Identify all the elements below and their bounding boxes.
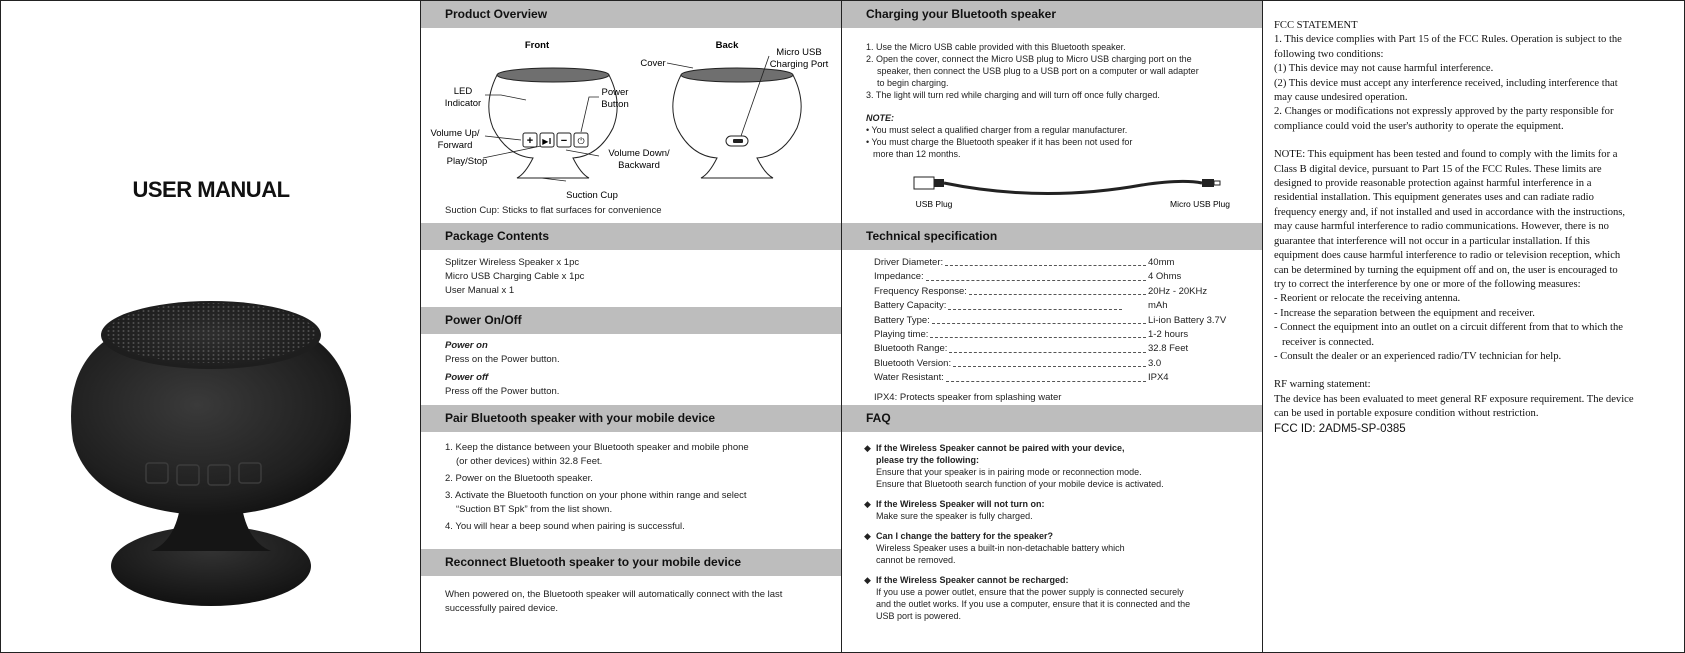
spec-value: 20Hz - 20KHz — [1148, 285, 1208, 297]
faq-answer: If you use a power outlet, ensure that the power supply is connected securely — [876, 587, 1184, 597]
spec-value: 32.8 Feet — [1148, 343, 1189, 355]
fcc-note-line: - Consult the dealer or an experienced radio/TV technician for help. — [1274, 350, 1562, 362]
fcc-note-line: try to correct the interference by one or more of the following measures: — [1274, 278, 1581, 290]
reconnect-line: When powered on, the Bluetooth speaker will automatically connect with the last — [445, 589, 783, 600]
playstop-callout: Play/Stop — [446, 156, 488, 167]
spec-row — [874, 256, 1230, 270]
spec-leader — [949, 342, 1146, 352]
panel-overview — [421, 1, 842, 652]
pair-step: 4. You will hear a beep sound when pairing is successful. — [445, 521, 685, 532]
power-callout-1: Power — [601, 87, 629, 98]
power-text — [445, 339, 560, 399]
spec-row — [874, 270, 1230, 284]
spec-value: 40mm — [1148, 257, 1175, 268]
spec-leader — [946, 371, 1146, 381]
fcc-note-line: equipment does cause harmful interference to radio or television reception, which — [1274, 250, 1621, 262]
faq-answer: Wireless Speaker uses a built-in non-detachable battery which — [876, 543, 1125, 553]
faq-heading: FAQ — [842, 405, 1263, 432]
fcc-line: 1. This device complies with Part 15 of the FCC Rules. Operation is subject to the — [1274, 34, 1622, 46]
charging-step: 3. The light will turn red while charging and will turn off once fully charged. — [866, 90, 1160, 100]
fcc-line: may cause undesired operation. — [1274, 92, 1408, 104]
spec-leader — [932, 314, 1146, 324]
package-list — [445, 256, 584, 298]
fcc-line: (2) This device must accept any interference received, including interference that — [1274, 77, 1618, 89]
pair-step: 2. Power on the Bluetooth speaker. — [445, 473, 593, 484]
fcc-line: compliance could void the user's authority to operate the equipment. — [1274, 120, 1564, 132]
spec-list — [874, 256, 1230, 386]
spec-row — [874, 285, 1230, 299]
spec-value: IPX4 — [1148, 372, 1169, 384]
package-item: Splitzer Wireless Speaker x 1pc — [445, 257, 580, 268]
fcc-note-line: NOTE: This equipment has been tested and found to comply with the limits for a — [1274, 149, 1618, 161]
charging-steps — [866, 41, 1199, 101]
power-on-text: Press on the Power button. — [445, 354, 560, 365]
fcc-note-line: can be determined by turning the equipment off and on, the user is encouraged to — [1274, 264, 1618, 276]
faq-list — [864, 442, 1254, 630]
fcc-id: FCC ID: 2ADM5-SP-0385 — [1274, 422, 1406, 435]
fcc-title: FCC STATEMENT — [1274, 20, 1358, 31]
diamond-bullet-icon: ◆ — [864, 499, 871, 509]
faq-question: please try the following: — [876, 455, 980, 465]
fcc-note-line: frequency energy and, if not installed and used in accordance with the instructions, — [1274, 206, 1626, 218]
pair-step-cont: “Suction BT Spk” from the list shown. — [456, 504, 613, 515]
faq-item — [864, 498, 1254, 522]
panel-charging — [842, 1, 1263, 652]
diamond-bullet-icon: ◆ — [864, 531, 871, 541]
reconnect-line: successfully paired device. — [445, 603, 558, 614]
svg-text:▶‖: ▶‖ — [542, 137, 552, 146]
volup-callout-1: Volume Up/ — [430, 128, 480, 139]
fcc-note-line: - Reorient or relocate the receiving antenna. — [1274, 293, 1461, 305]
fcc-note-line: - Increase the separation between the equipment and receiver. — [1274, 307, 1535, 319]
fcc-note-line: Class B digital device, pursuant to Part 15 of the FCC Rules. These limits are — [1274, 163, 1602, 175]
led-callout-2: Indicator — [444, 98, 482, 109]
fcc-line: following two conditions: — [1274, 48, 1384, 60]
svg-text:−: − — [560, 135, 568, 147]
svg-text:⏻: ⏻ — [577, 136, 585, 146]
reconnect-text — [445, 588, 782, 616]
charging-note — [866, 112, 1132, 160]
faq-item — [864, 574, 1254, 622]
spec-label: Impedance: — [874, 271, 924, 283]
spec-value: Li-ion Battery 3.7V — [1148, 314, 1227, 326]
faq-answer: USB port is powered. — [876, 611, 962, 621]
pair-step: 3. Activate the Bluetooth function on your phone within range and select — [445, 490, 747, 501]
spec-label: Bluetooth Range: — [874, 343, 948, 355]
power-on-title: Power on — [445, 340, 488, 351]
note-line: • You must select a qualified charger from a regular manufacturer. — [866, 125, 1128, 135]
charging-step: 2. Open the cover, connect the Micro USB plug to Micro USB charging port on the — [866, 54, 1192, 64]
note-line: • You must charge the Bluetooth speaker if it has been not used for — [866, 137, 1133, 147]
spec-label: Playing time: — [874, 329, 929, 341]
spec-leader — [953, 357, 1146, 367]
spec-row — [874, 328, 1230, 342]
spec-label: Water Resistant: — [874, 372, 944, 384]
cover-callout: Cover — [640, 58, 666, 69]
usb-plug-label: USB Plug — [915, 199, 953, 209]
fcc-line: 2. Changes or modifications not expressly approved by the party responsible for — [1274, 106, 1614, 118]
reconnect-heading: Reconnect Bluetooth speaker to your mobile device — [421, 549, 842, 576]
micro-usb-callout-1: Micro USB — [776, 47, 822, 58]
spec-label: Frequency Response: — [874, 285, 967, 297]
spec-leader — [930, 328, 1146, 338]
spec-leader — [945, 256, 1146, 266]
faq-answer: and the outlet works. If you use a computer, ensure that it is connected and the — [876, 599, 1191, 609]
faq-item — [864, 530, 1254, 566]
rf-line: can be used in portable exposure condition without restriction. — [1274, 408, 1539, 420]
spec-row — [874, 371, 1230, 385]
ipx-note: IPX4: Protects speaker from splashing water — [874, 392, 1062, 403]
fcc-note-line: may cause harmful interference to radio communications. However, there is no — [1274, 221, 1609, 233]
note-title: NOTE: — [866, 113, 894, 123]
power-heading: Power On/Off — [421, 307, 842, 334]
fcc-note — [1274, 148, 1674, 364]
fcc-note-line: designed to provide reasonable protection against harmful interference in a — [1274, 178, 1592, 190]
diamond-bullet-icon: ◆ — [864, 443, 871, 453]
fcc-statement — [1274, 19, 1674, 436]
charging-heading: Charging your Bluetooth speaker — [842, 1, 1263, 28]
rf-line: The device has been evaluated to meet general RF exposure requirement. The device — [1274, 393, 1634, 405]
fcc-note-line: residential installation. This equipment generates uses and can radiate radio — [1274, 192, 1594, 204]
spec-label: Battery Capacity: — [874, 300, 947, 312]
faq-question: If the Wireless Speaker cannot be paired with your device, — [876, 443, 1125, 453]
rf-title: RF warning statement: — [1274, 379, 1371, 391]
fcc-note-line: guarantee that interference will not occur in a particular installation. If this — [1274, 235, 1590, 247]
spec-label: Bluetooth Version: — [874, 357, 952, 369]
spec-value: 1-2 hours — [1148, 329, 1189, 341]
front-label: Front — [524, 40, 550, 51]
cover-title: USER MANUAL — [132, 177, 290, 202]
cover-panel — [1, 1, 421, 652]
faq-answer: Ensure that Bluetooth search function of your mobile device is activated. — [876, 479, 1164, 489]
spec-value: 3.0 — [1148, 357, 1162, 369]
pair-step-cont: (or other devices) within 32.8 Feet. — [456, 456, 603, 467]
product-overview-heading: Product Overview — [421, 1, 842, 28]
faq-answer: Make sure the speaker is fully charged. — [876, 511, 1033, 521]
charging-step: 1. Use the Micro USB cable provided with this Bluetooth speaker. — [866, 42, 1126, 52]
panel-fcc — [1263, 1, 1684, 652]
faq-answer: cannot be removed. — [876, 555, 956, 565]
fcc-note-line: - Connect the equipment into an outlet on a circuit different from that to which the — [1274, 322, 1624, 334]
pair-steps — [445, 441, 749, 534]
spec-leader — [948, 299, 1122, 309]
fcc-line: (1) This device may not cause harmful interference. — [1274, 63, 1494, 75]
suction-note: Suction Cup: Sticks to flat surfaces for convenience — [445, 205, 662, 216]
power-callout-2: Button — [601, 99, 629, 110]
power-off-text: Press off the Power button. — [445, 386, 560, 397]
voldown-callout-1: Volume Down/ — [608, 148, 670, 159]
faq-question: If the Wireless Speaker cannot be recharged: — [876, 575, 1069, 585]
package-contents-heading: Package Contents — [421, 223, 842, 250]
spec-row — [874, 314, 1230, 328]
package-item: Micro USB Charging Cable x 1pc — [445, 271, 585, 282]
note-line: more than 12 months. — [873, 149, 961, 159]
faq-item — [864, 442, 1254, 490]
product-diagram — [421, 28, 842, 223]
tech-heading: Technical specification — [842, 223, 1263, 250]
pair-heading: Pair Bluetooth speaker with your mobile device — [421, 405, 842, 432]
usb-cable-diagram — [842, 169, 1263, 219]
spec-row — [874, 342, 1230, 356]
voldown-callout-2: Backward — [618, 160, 660, 171]
micro-usb-plug-label: Micro USB Plug — [1170, 199, 1230, 209]
faq-question: If the Wireless Speaker will not turn on: — [876, 499, 1045, 509]
volup-callout-2: Forward — [437, 140, 473, 151]
spec-leader — [926, 270, 1146, 280]
spec-label: Battery Type: — [874, 314, 930, 326]
spec-value: 4 Ohms — [1148, 271, 1182, 283]
pair-step: 1. Keep the distance between your Bluetooth speaker and mobile phone — [445, 442, 749, 453]
back-label: Back — [715, 40, 739, 51]
suction-callout: Suction Cup — [566, 190, 618, 201]
spec-label: Driver Diameter: — [874, 257, 944, 268]
led-callout-1: LED — [453, 86, 473, 97]
spec-value: mAh — [1148, 300, 1168, 312]
spec-row — [874, 299, 1230, 313]
spec-leader — [969, 285, 1146, 295]
charging-step-cont: speaker, then connect the USB plug to a USB port on a computer or wall adapter — [877, 66, 1199, 76]
power-off-title: Power off — [445, 372, 489, 383]
speaker-photo — [1, 1, 421, 652]
faq-question: Can I change the battery for the speaker? — [876, 531, 1054, 541]
package-item: User Manual x 1 — [445, 285, 515, 296]
micro-usb-callout-2: Charging Port — [769, 59, 829, 70]
svg-text:+: + — [526, 135, 534, 147]
charging-step-cont: to begin charging. — [877, 78, 949, 88]
spec-row — [874, 357, 1230, 371]
diamond-bullet-icon: ◆ — [864, 575, 871, 585]
faq-answer: Ensure that your speaker is in pairing mode or reconnection mode. — [876, 467, 1142, 477]
fcc-note-line: receiver is connected. — [1274, 336, 1374, 348]
